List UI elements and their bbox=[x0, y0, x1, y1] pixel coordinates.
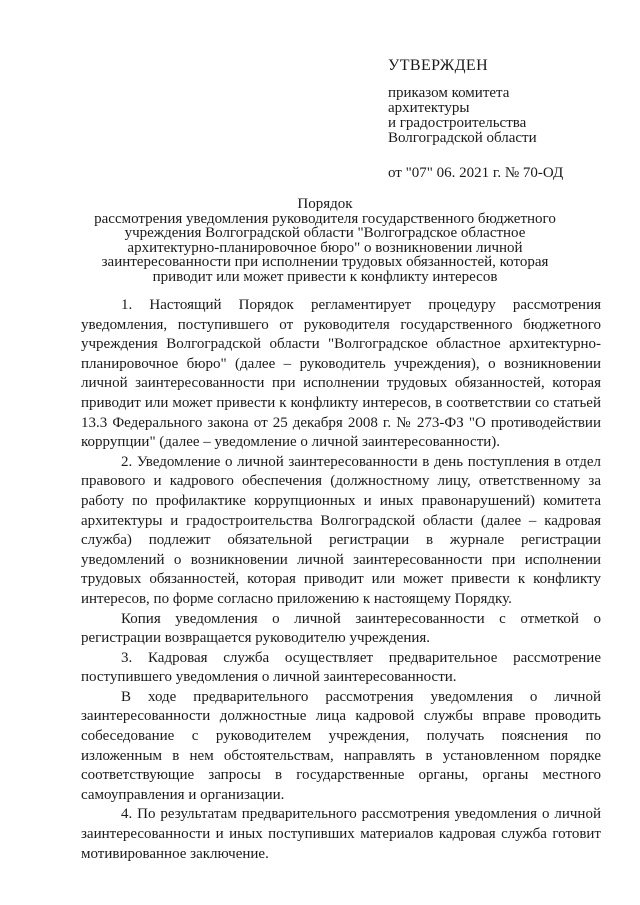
document-body bbox=[81, 296, 601, 864]
document-title bbox=[80, 197, 570, 285]
approval-date-line: от "07" 06. 2021 г. № 70-ОД bbox=[388, 165, 564, 181]
title-line: Порядок bbox=[297, 196, 353, 212]
approval-block bbox=[388, 58, 628, 181]
approval-order-line: приказом комитета bbox=[388, 85, 510, 101]
paragraph-2: 2. Уведомление о личной заинтересованности в день поступления в отдел правового и кадрового обеспечения (должностному лицу, ответственному за работу по профилактике коррупционных и иных правонарушений) комитета архитектуры и градостроительства Волгоградской области (далее – кадровая служба) подлежит обязательной регистрации в журнале регистрации уведомлений о возникновении личной заинтересованности при исполнении трудовых обязанностей, которая приводит или может привести к конфликту интересов, по форме согласно приложению к настоящему Порядку. bbox=[81, 453, 601, 607]
title-line: приводит или может привести к конфликту интересов bbox=[152, 268, 498, 285]
approval-heading: УТВЕРЖДЕН bbox=[388, 57, 489, 74]
title-line: рассмотрения уведомления руководителя государственного бюджетного bbox=[94, 210, 556, 227]
approval-order-line: и градостроительства bbox=[388, 115, 527, 131]
approval-order-line: архитектуры bbox=[388, 100, 470, 116]
paragraph-3: 3. Кадровая служба осуществляет предварительное рассмотрение поступившего уведомления о личной заинтересованности. bbox=[81, 649, 601, 686]
paragraph-3-details: В ходе предварительного рассмотрения уведомления о личной заинтересованности должностные лица кадровой службы вправе проводить собеседование с руководителем учреждения, получать пояснения по изложенным в нем обстоятельствам, направлять в установленном порядке соответствующие запросы в государственные органы, органы местного самоуправления и организации. bbox=[81, 688, 601, 803]
title-line: учреждения Волгоградской области "Волгоградское областное bbox=[124, 225, 526, 242]
title-line: заинтересованности при исполнении трудовых обязанностей, которая bbox=[101, 254, 549, 271]
paragraph-2-copy: Копия уведомления о личной заинтересованности с отметкой о регистрации возвращается руководителю учреждения. bbox=[81, 610, 601, 647]
approval-order-line: Волгоградской области bbox=[388, 130, 537, 146]
paragraph-4: 4. По результатам предварительного рассмотрения уведомления о личной заинтересованности и иных поступивших материалов кадровая служба готовит мотивированное заключение. bbox=[81, 806, 601, 862]
paragraph-1: 1. Настоящий Порядок регламентирует процедуру рассмотрения уведомления, поступившего от руководителя государственного бюджетного учреждения Волгоградской области "Волгоградское областное архитектурно-планировочное бюро" (далее – руководитель учреждения), о возникновении личной заинтересованности при исполнении трудовых обязанностей, которая приводит или может привести к конфликту интересов, в соответствии со статьей 13.3 Федерального закона от 25 декабря 2008 г. № 273-ФЗ "О противодействии коррупции" (далее – уведомление о личной заинтересованности). bbox=[81, 297, 601, 451]
title-line: архитектурно-планировочное бюро" о возникновении личной bbox=[127, 239, 523, 256]
